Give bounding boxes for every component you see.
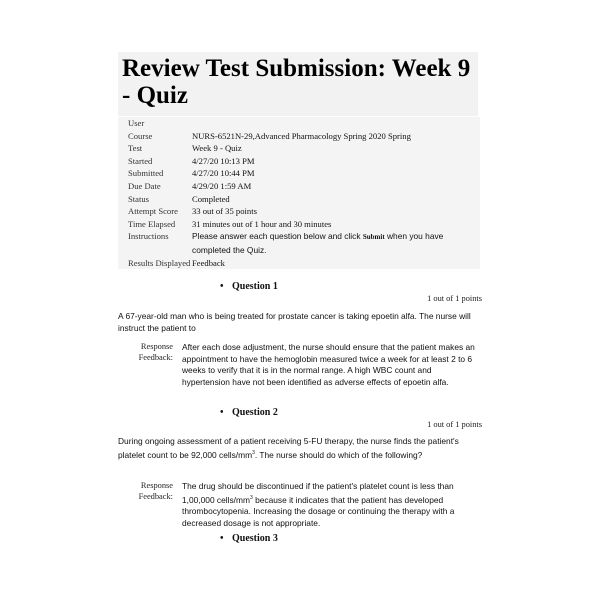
detail-label: Time Elapsed: [128, 218, 176, 229]
detail-value: 4/27/20 10:13 PM: [192, 155, 255, 166]
detail-row-status: [118, 193, 480, 206]
question-title-text: Question 2: [232, 407, 278, 418]
detail-label: Status: [128, 193, 150, 204]
detail-row-time-elapsed: [118, 218, 480, 231]
question-points: 1 out of 1 points: [427, 420, 482, 429]
question-1-header: [214, 281, 482, 304]
detail-row-submitted: [118, 167, 480, 180]
detail-value: [192, 117, 480, 130]
superscript: 3: [252, 449, 255, 456]
detail-row-results-displayed: [118, 257, 480, 270]
detail-row-test: [118, 142, 480, 155]
detail-label: Attempt Score: [128, 206, 178, 217]
question-title-text: Question 3: [232, 533, 278, 544]
question-text-before: During ongoing assessment of a patient receiving 5-FU therapy, the nurse finds the patient's platelet count to be 92,000 cells/mm: [118, 436, 459, 460]
detail-row-due-date: [118, 180, 480, 193]
detail-label: User: [128, 118, 145, 128]
detail-row-instructions: [118, 230, 480, 256]
detail-label: Submitted: [128, 168, 164, 179]
detail-value: Completed: [192, 193, 230, 204]
submission-details: [118, 117, 480, 269]
question-text-after: . The nurse should do which of the following?: [254, 449, 423, 460]
detail-row-user: [118, 117, 480, 130]
detail-label: Started: [128, 155, 153, 166]
detail-label: Due Date: [128, 180, 161, 191]
response-feedback-label: Response Feedback:: [138, 342, 173, 362]
detail-value: Feedback: [192, 257, 225, 268]
question-2-response: [118, 481, 480, 529]
question-1-response: [118, 342, 480, 388]
detail-value: 33 out of 35 points: [192, 206, 257, 217]
response-feedback-label: Response Feedback:: [138, 481, 173, 501]
question-3-header: [214, 533, 482, 545]
detail-label: Instructions: [128, 231, 169, 242]
question-title: [214, 407, 482, 419]
page-title: Review Test Submission: Week 9 - Quiz: [122, 55, 471, 109]
detail-row-started: [118, 155, 480, 168]
detail-label: Results Displayed: [128, 257, 191, 268]
question-2-header: [214, 407, 482, 430]
question-title-text: Question 1: [232, 281, 278, 292]
detail-value: Week 9 - Quiz: [192, 143, 242, 154]
bullet-icon: •: [220, 281, 224, 292]
detail-row-course: [118, 130, 480, 143]
superscript: 3: [249, 494, 253, 501]
detail-label: Test: [128, 143, 143, 154]
submit-word: Submit: [362, 233, 385, 242]
detail-label: Course: [128, 130, 153, 141]
question-1-text: A 67-year-old man who is being treated for prostate cancer is taking epoetin alfa. The nurse will instruct the patient to: [118, 311, 471, 333]
detail-value: 31 minutes out of 1 hour and 30 minutes: [192, 218, 332, 229]
bullet-icon: •: [220, 533, 224, 544]
response-feedback-text: After each dose adjustment, the nurse should ensure that the patient makes an appointment to have the hemoglobin measured twice a week for at least 2 to 6 weeks to verify that it is in the normal range. A high WBC count and hypertension have not been identified as adverse effects of epoetin alfa.: [182, 342, 475, 387]
question-2-text: [118, 436, 480, 461]
detail-row-attempt-score: [118, 205, 480, 218]
detail-value: 4/29/20 1:59 AM: [192, 180, 252, 191]
question-points: 1 out of 1 points: [427, 294, 482, 303]
detail-value: NURS-6521N-29,Advanced Pharmacology Spring 2020 Spring: [192, 130, 411, 141]
question-title: [214, 533, 482, 545]
response-feedback-text: [182, 481, 480, 529]
instructions-after: when you have completed the Quiz.: [192, 231, 444, 255]
feedback-after: because it indicates that the patient has developed thrombocytopenia. Increasing the dosage or continuing the therapy with a decreased dosage is not appropriate.: [182, 494, 455, 528]
instructions-text: [192, 230, 480, 256]
detail-value: 4/27/20 10:44 PM: [192, 168, 255, 179]
bullet-icon: •: [220, 407, 224, 418]
question-title: [214, 281, 482, 293]
feedback-before: The drug should be discontinued if the patient's platelet count is less than 1,00,000 cells/mm: [182, 481, 454, 505]
instructions-before: Please answer each question below and click: [192, 231, 363, 242]
